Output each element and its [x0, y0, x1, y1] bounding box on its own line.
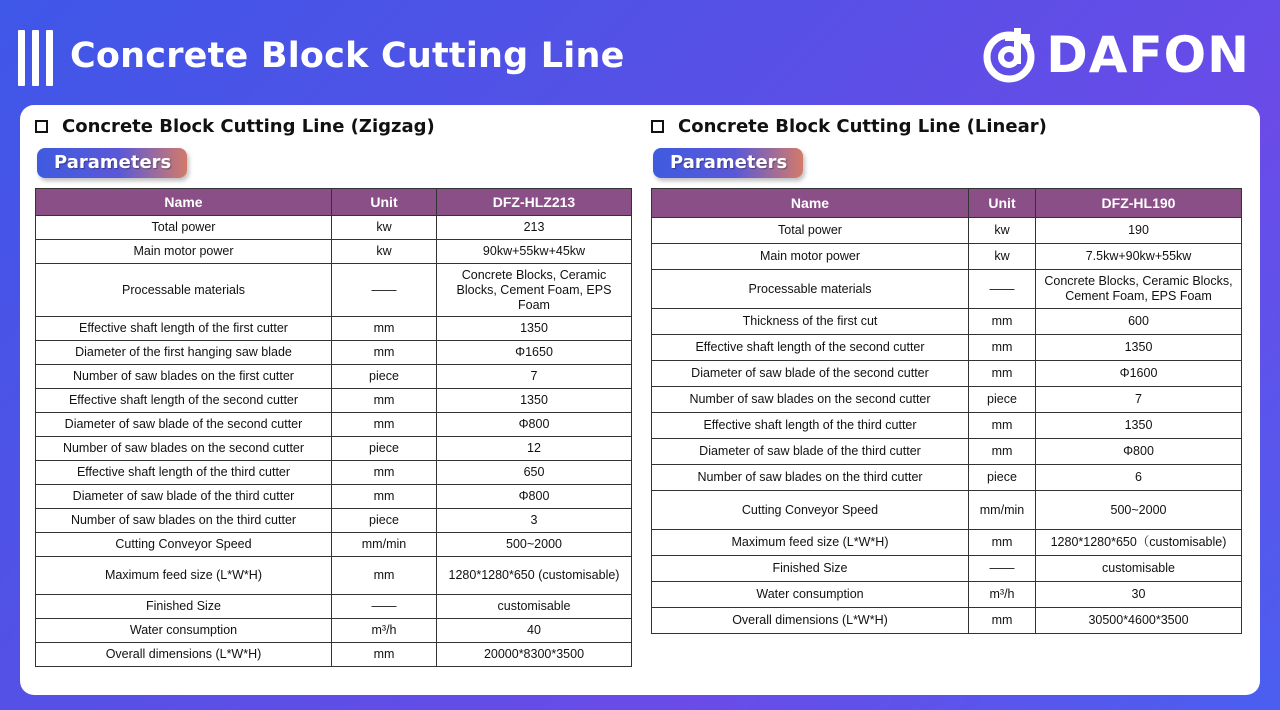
cell-unit: piece	[969, 465, 1036, 491]
cell-name: Diameter of saw blade of the second cutter	[652, 361, 969, 387]
cell-value: Φ1600	[1036, 361, 1242, 387]
table-row	[652, 582, 1242, 608]
cell-name: Effective shaft length of the first cutter	[36, 317, 332, 341]
parameters-tag: Parameters	[653, 148, 803, 178]
content-card	[20, 105, 1260, 695]
cell-name: Finished Size	[652, 556, 969, 582]
table-row	[652, 244, 1242, 270]
cell-unit: mm	[969, 309, 1036, 335]
table-row	[36, 509, 632, 533]
cell-name: Cutting Conveyor Speed	[652, 491, 969, 530]
title-bar	[46, 30, 53, 86]
cell-value: 1280*1280*650（customisable)	[1036, 530, 1242, 556]
cell-value: 1350	[1036, 413, 1242, 439]
cell-value: 6	[1036, 465, 1242, 491]
cell-value: 3	[437, 509, 632, 533]
cell-value: 190	[1036, 218, 1242, 244]
table-row	[652, 556, 1242, 582]
cell-value: 7.5kw+90kw+55kw	[1036, 244, 1242, 270]
table-row	[652, 309, 1242, 335]
table-row	[36, 413, 632, 437]
cell-name: Total power	[652, 218, 969, 244]
cell-value: 20000*8300*3500	[437, 643, 632, 667]
column-header: Unit	[969, 189, 1036, 218]
cell-name: Water consumption	[36, 619, 332, 643]
cell-unit: mm	[332, 317, 437, 341]
cell-name: Maximum feed size (L*W*H)	[652, 530, 969, 556]
cell-name: Diameter of saw blade of the third cutter	[36, 485, 332, 509]
cell-value: 1350	[437, 317, 632, 341]
table-row	[36, 341, 632, 365]
cell-value: 30	[1036, 582, 1242, 608]
cell-unit: mm	[969, 439, 1036, 465]
cell-name: Overall dimensions (L*W*H)	[652, 608, 969, 634]
cell-value: 213	[437, 216, 632, 240]
cell-unit: piece	[332, 365, 437, 389]
cell-unit: ——	[332, 595, 437, 619]
parameters-table	[651, 188, 1242, 634]
title-bar	[32, 30, 39, 86]
cell-name: Overall dimensions (L*W*H)	[36, 643, 332, 667]
table-row	[652, 608, 1242, 634]
table-row	[36, 437, 632, 461]
cell-unit: mm	[969, 608, 1036, 634]
table-row	[36, 264, 632, 317]
column-header: DFZ-HL190	[1036, 189, 1242, 218]
cell-value: customisable	[1036, 556, 1242, 582]
cell-unit: mm	[969, 361, 1036, 387]
cell-name: Diameter of saw blade of the third cutter	[652, 439, 969, 465]
table-row	[652, 439, 1242, 465]
cell-value: 1350	[1036, 335, 1242, 361]
cell-value: 30500*4600*3500	[1036, 608, 1242, 634]
section-title: Concrete Block Cutting Line (Zigzag)	[62, 115, 435, 137]
cell-name: Number of saw blades on the third cutter	[652, 465, 969, 491]
cell-unit: ——	[969, 556, 1036, 582]
zigzag-section	[35, 105, 631, 667]
cell-name: Number of saw blades on the second cutter	[36, 437, 332, 461]
cell-name: Total power	[36, 216, 332, 240]
cell-value: 1280*1280*650 (customisable)	[437, 557, 632, 595]
cell-unit: ——	[969, 270, 1036, 309]
table-row	[652, 465, 1242, 491]
cell-unit: m³/h	[332, 619, 437, 643]
cell-name: Effective shaft length of the third cutter	[652, 413, 969, 439]
brand-logo	[978, 24, 1250, 86]
cell-unit: mm	[969, 413, 1036, 439]
cell-unit: mm	[969, 335, 1036, 361]
cell-name: Effective shaft length of the second cutter	[36, 389, 332, 413]
cell-unit: mm	[332, 557, 437, 595]
column-header: Name	[652, 189, 969, 218]
cell-value: Concrete Blocks, Ceramic Blocks, Cement Foam, EPS Foam	[437, 264, 632, 317]
cell-name: Maximum feed size (L*W*H)	[36, 557, 332, 595]
table-row	[652, 361, 1242, 387]
table-row	[36, 317, 632, 341]
cell-value: 7	[1036, 387, 1242, 413]
cell-value: 500~2000	[437, 533, 632, 557]
column-header: Unit	[332, 189, 437, 216]
cell-name: Water consumption	[652, 582, 969, 608]
table-row	[36, 216, 632, 240]
cell-unit: kw	[969, 244, 1036, 270]
cell-value: 12	[437, 437, 632, 461]
table-header-row	[652, 189, 1242, 218]
cell-unit: mm	[332, 413, 437, 437]
cell-unit: mm/min	[969, 491, 1036, 530]
cell-value: 90kw+55kw+45kw	[437, 240, 632, 264]
cell-name: Diameter of saw blade of the second cutter	[36, 413, 332, 437]
cell-name: Diameter of the first hanging saw blade	[36, 341, 332, 365]
page-title: Concrete Block Cutting Line	[70, 36, 625, 76]
cell-unit: kw	[332, 216, 437, 240]
title-bars-decoration	[18, 30, 53, 86]
table-row	[36, 389, 632, 413]
cell-unit: mm	[332, 485, 437, 509]
cell-value: 1350	[437, 389, 632, 413]
parameters-tag: Parameters	[37, 148, 187, 178]
parameters-table	[35, 188, 632, 667]
linear-section	[651, 105, 1241, 634]
cell-unit: mm	[969, 530, 1036, 556]
title-bar	[18, 30, 25, 86]
table-row	[36, 595, 632, 619]
table-row	[36, 485, 632, 509]
cell-value: 500~2000	[1036, 491, 1242, 530]
section-title: Concrete Block Cutting Line (Linear)	[678, 115, 1047, 137]
section-heading	[35, 115, 631, 137]
table-row	[36, 643, 632, 667]
cell-value: Φ1650	[437, 341, 632, 365]
cell-value: Φ800	[1036, 439, 1242, 465]
cell-name: Effective shaft length of the third cutter	[36, 461, 332, 485]
column-header: DFZ-HLZ213	[437, 189, 632, 216]
table-row	[36, 619, 632, 643]
cell-unit: mm	[332, 643, 437, 667]
cell-name: Processable materials	[652, 270, 969, 309]
table-row	[36, 365, 632, 389]
table-row	[652, 335, 1242, 361]
cell-value: 40	[437, 619, 632, 643]
cell-name: Number of saw blades on the second cutter	[652, 387, 969, 413]
logo-text: DAFON	[1046, 26, 1250, 84]
cell-unit: mm	[332, 461, 437, 485]
column-header: Name	[36, 189, 332, 216]
table-header-row	[36, 189, 632, 216]
section-heading	[651, 115, 1241, 137]
cell-value: Φ800	[437, 485, 632, 509]
cell-unit: m³/h	[969, 582, 1036, 608]
table-row	[652, 491, 1242, 530]
cell-value: 7	[437, 365, 632, 389]
table-row	[652, 387, 1242, 413]
table-row	[652, 270, 1242, 309]
cell-name: Cutting Conveyor Speed	[36, 533, 332, 557]
cell-unit: mm	[332, 341, 437, 365]
square-bullet-icon	[35, 120, 48, 133]
cell-unit: piece	[969, 387, 1036, 413]
cell-unit: kw	[969, 218, 1036, 244]
cell-name: Main motor power	[652, 244, 969, 270]
cell-unit: mm/min	[332, 533, 437, 557]
cell-name: Number of saw blades on the first cutter	[36, 365, 332, 389]
table-row	[652, 218, 1242, 244]
cell-name: Thickness of the first cut	[652, 309, 969, 335]
square-bullet-icon	[651, 120, 664, 133]
cell-unit: piece	[332, 509, 437, 533]
cell-unit: mm	[332, 389, 437, 413]
table-row	[652, 530, 1242, 556]
cell-name: Finished Size	[36, 595, 332, 619]
cell-value: customisable	[437, 595, 632, 619]
cell-unit: ——	[332, 264, 437, 317]
cell-value: 600	[1036, 309, 1242, 335]
cell-name: Main motor power	[36, 240, 332, 264]
table-row	[36, 533, 632, 557]
cell-name: Number of saw blades on the third cutter	[36, 509, 332, 533]
table-row	[36, 557, 632, 595]
cell-name: Processable materials	[36, 264, 332, 317]
cell-unit: piece	[332, 437, 437, 461]
cell-unit: kw	[332, 240, 437, 264]
table-row	[652, 413, 1242, 439]
cell-value: Concrete Blocks, Ceramic Blocks, Cement Foam, EPS Foam	[1036, 270, 1242, 309]
table-row	[36, 240, 632, 264]
dafon-logo-icon	[978, 24, 1040, 86]
cell-value: 650	[437, 461, 632, 485]
table-row	[36, 461, 632, 485]
cell-name: Effective shaft length of the second cutter	[652, 335, 969, 361]
cell-value: Φ800	[437, 413, 632, 437]
